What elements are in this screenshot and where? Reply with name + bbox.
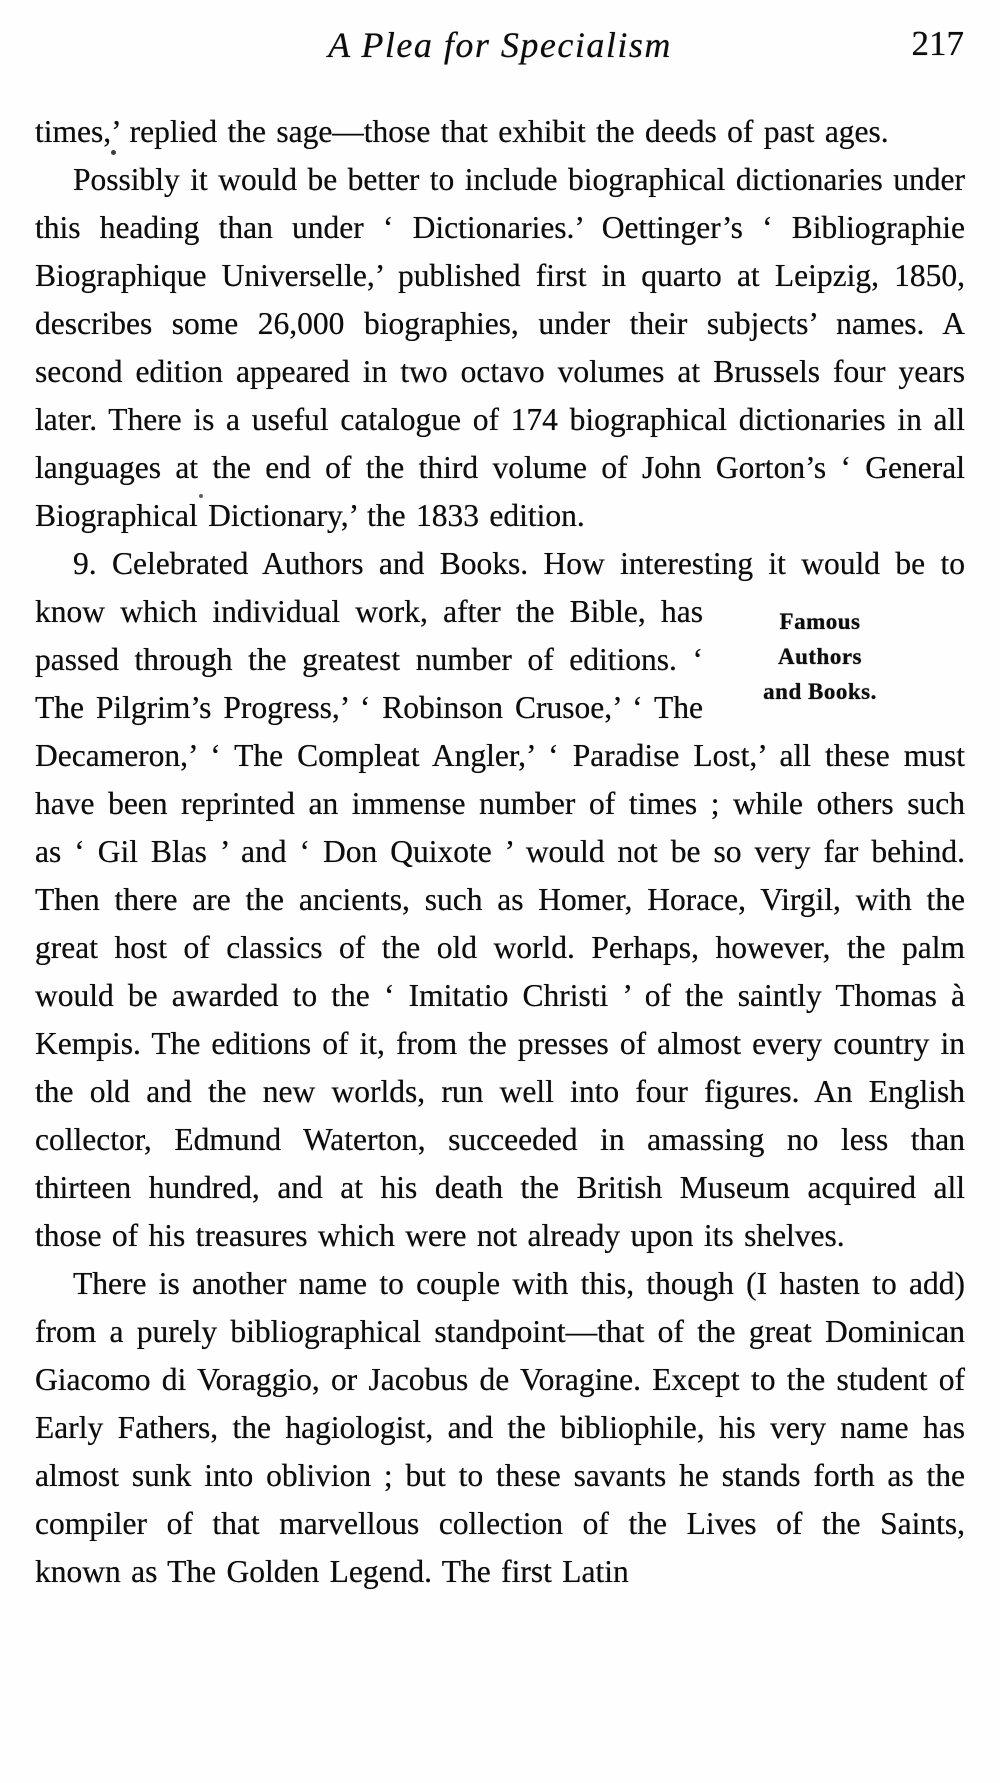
margin-note-line: Authors xyxy=(777,644,862,669)
paragraph-text-after-note: has passed through the greatest number of editions. ‘ The Pilgrim’s Progress,’ ‘ Robinson Crusoe,’ ‘ The Decameron,’ ‘ The Compleat Angler,’ ‘ Paradise Lost,’ all these must have been reprinted an immense number of times ; while others such as ‘ Gil Blas ’ and ‘ Don Quixote ’ would not be so very far behind. Then there are the ancients, such as Homer, Horace, Virgil, with the great host of classics of the old world. Perhaps, however, the palm would be awarded to the ‘ Imitatio Christi ’ of the saintly Thomas à Kempis. The editions of it, from the presses of almost every country in the old and the new worlds, run well into four figures. An English collector, Edmund Waterton, succeeded in amassing no less than thirteen hundred, and at his death the British Museum acquired all those of his treasures which were not already upon its shelves. xyxy=(35,594,965,1253)
margin-note xyxy=(703,588,965,730)
running-title: A Plea for Specialism xyxy=(328,25,672,65)
paragraph-celebrated-authors xyxy=(35,540,965,1260)
page-number: 217 xyxy=(911,24,964,63)
page-body xyxy=(35,108,965,1596)
paragraph-text-before-note: 9. Celebrated Authors and Books. How interesting it would be to know which individual work, after the Bible, xyxy=(35,546,965,629)
paragraph-continuation: times,’ replied the sage—those that exhibit the deeds of past ages. xyxy=(35,114,889,149)
margin-note-line: and Books. xyxy=(763,679,877,704)
ink-speck xyxy=(111,150,116,155)
paragraph-biographical-dictionaries: Possibly it would be better to include biographical dictionaries under this heading than under ‘ Dictionaries.’ Oettinger’s ‘ Bibliographie Biographique Universelle,’ published first in quarto at Leipzig, 1850, describes some 26,000 biographies, under their subjects’ names. A second edition appeared in two octavo volumes at Brussels four years later. There is a useful catalogue of 174 biographical dictionaries in all languages at the end of the third volume of John Gorton’s ‘ General Biographical Dictionary,’ the 1833 edition. xyxy=(35,162,965,533)
page-header xyxy=(0,24,1000,70)
paragraph-golden-legend: There is another name to couple with this, though (I hasten to add) from a purely bibliographical standpoint—that of the great Dominican Giacomo di Voraggio, or Jacobus de Voragine. Except to the student of Early Fathers, the hagiologist, and the bibliophile, his very name has almost sunk into oblivion ; but to these savants he stands forth as the compiler of that marvellous collection of the Lives of the Saints, known as The Golden Legend. The first Latin xyxy=(35,1266,965,1589)
ink-speck xyxy=(199,494,203,498)
margin-note-line: Famous xyxy=(779,609,861,634)
